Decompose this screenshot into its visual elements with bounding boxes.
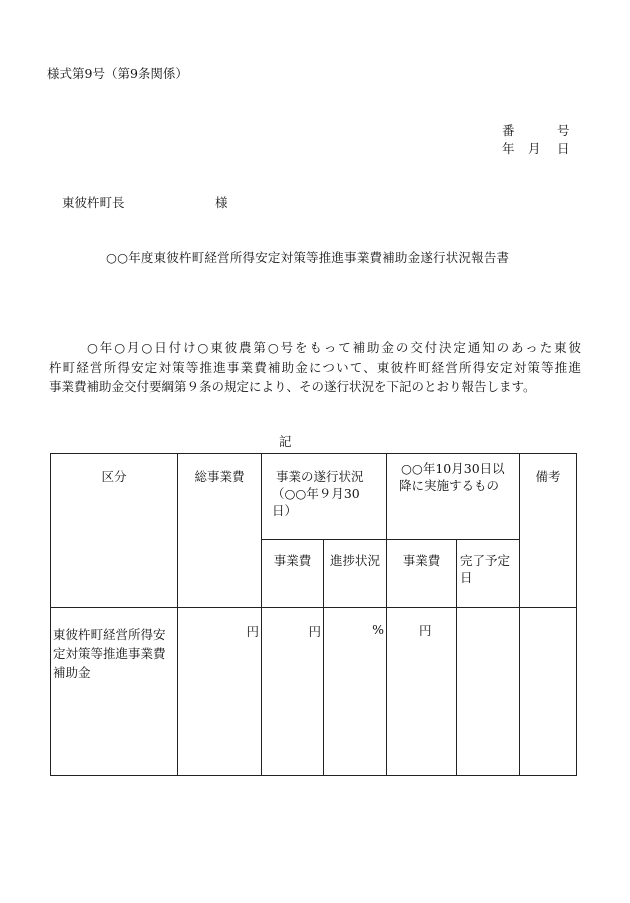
row-future-cost-unit: 円 — [387, 608, 457, 776]
body-line-2: 杵町経営所得安定対策等推進事業費補助金について、東彼杵町経営所得安定対策等推進 — [49, 359, 581, 375]
number-label-ban: 番 — [502, 123, 515, 138]
date-day: 日 — [557, 141, 570, 156]
form-number: 様式第9号（第9条関係） — [47, 66, 188, 81]
row-category: 東彼杵町経営所得安定対策等推進事業費補助金 — [51, 608, 178, 776]
document-number-label — [502, 121, 570, 139]
body-line-1: ○年○月○日付け○東彼農第○号をもって補助金の交付決定通知のあった東彼 — [87, 340, 581, 355]
row-planned-completion — [457, 608, 520, 776]
ki-label: 記 — [279, 434, 292, 449]
header-remarks: 備考 — [520, 454, 577, 608]
addressee-name: 東彼杵町長 — [62, 195, 125, 210]
header-progress-group: 事業の遂行状況（○○年９月30日） — [262, 454, 387, 540]
subheader-cost: 事業費 — [262, 540, 324, 608]
body-paragraph — [49, 338, 581, 397]
date-year: 年 — [502, 141, 515, 156]
row-remarks — [520, 608, 577, 776]
addressee-honorific: 様 — [215, 195, 228, 210]
document-title: ○○年度東彼杵町経営所得安定対策等推進事業費補助金遂行状況報告書 — [106, 250, 510, 265]
row-total-cost-unit: 円 — [178, 608, 262, 776]
subheader-planned-completion: 完了予定日 — [457, 540, 520, 608]
date-month: 月 — [528, 141, 541, 156]
row-cost-unit: 円 — [262, 608, 324, 776]
header-category: 区分 — [51, 454, 178, 608]
body-line-3: 事業費補助金交付要綱第９条の規定により、その遂行状況を下記のとおり報告します。 — [49, 379, 536, 394]
header-future-group: ○○年10月30日以降に実施するもの — [387, 454, 520, 540]
number-label-go: 号 — [557, 123, 570, 138]
header-total-cost: 総事業費 — [178, 454, 262, 608]
subheader-future-cost: 事業費 — [387, 540, 457, 608]
row-progress-unit: % — [324, 608, 387, 776]
status-table — [50, 453, 577, 776]
subheader-progress: 進捗状況 — [324, 540, 387, 608]
